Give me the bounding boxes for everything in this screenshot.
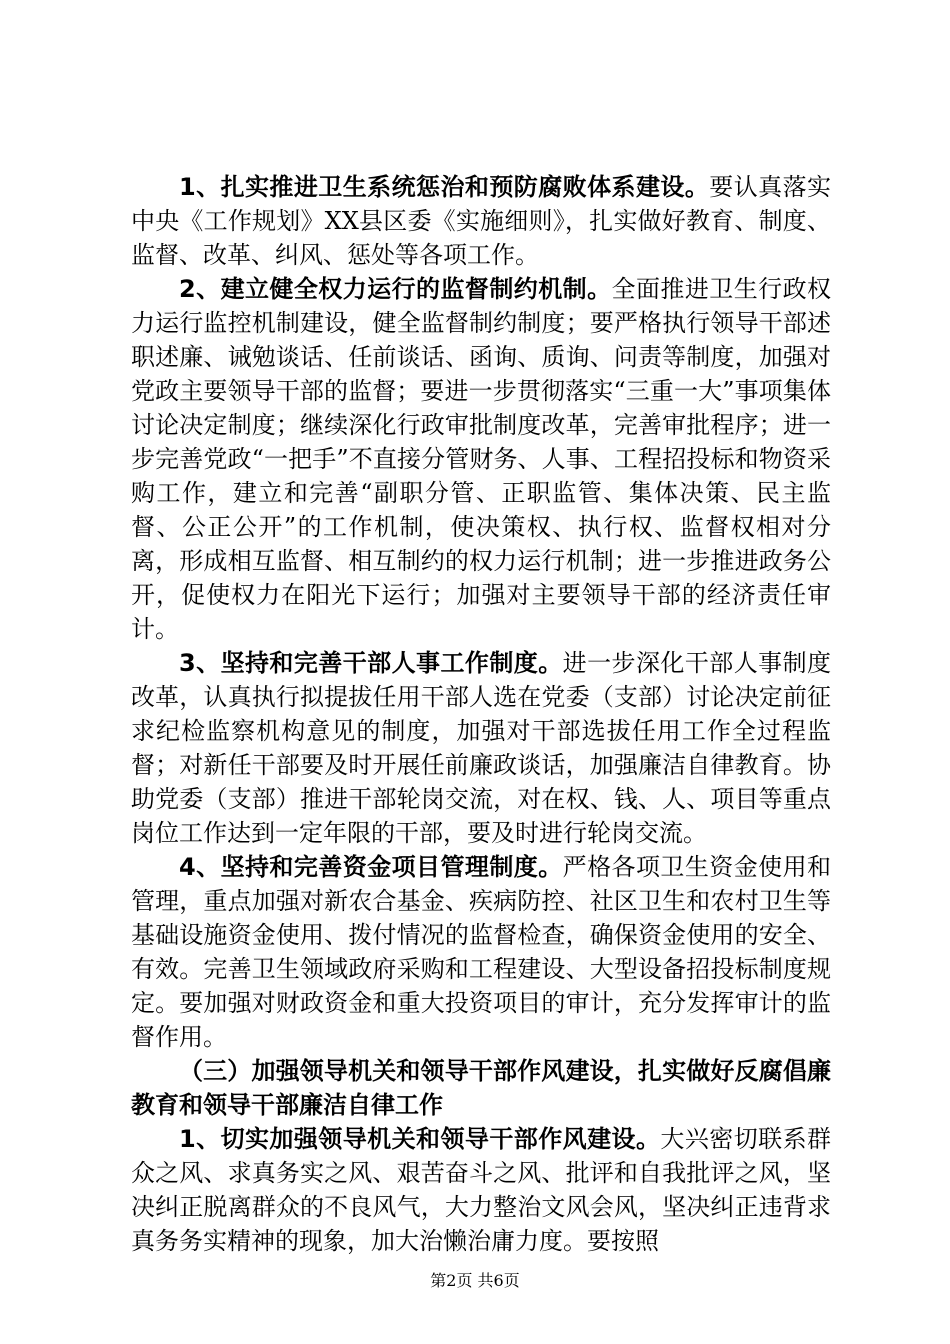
page-footer: 第2页 共6页: [430, 1271, 520, 1290]
paragraph-1-body: 要认真落实中央《工作规划》XX县区委《实施细则》，扎实做好教育、制度、监督、改革、纠风、惩处等各项工作。: [131, 173, 832, 269]
paragraph-1: [131, 170, 831, 272]
document-body: [131, 170, 831, 1258]
paragraph-2: [131, 272, 831, 646]
paragraph-3: [131, 646, 831, 850]
paragraph-4-lead: 4、坚持和完善资金项目管理制度。: [179, 853, 563, 881]
paragraph-2-body: 全面推进卫生行政权力运行监控机制建设，健全监督制约制度；要严格执行领导干部述职述廉、诫勉谈话、任前谈话、函询、质询、问责等制度，加强对党政主要领导干部的监督；要进一步贯彻落实“三重一大”事项集体讨论决定制度；继续深化行政审批制度改革，完善审批程序；进一步完善党政“一把手”不直接分管财务、人事、工程招投标和物资采购工作，建立和完善“副职分管、正职监管、集体决策、民主监督、公正公开”的工作机制，使决策权、执行权、监督权相对分离，形成相互监督、相互制约的权力运行机制；进一步推进政务公开，促使权力在阳光下运行；加强对主要领导干部的经济责任审计。: [131, 275, 832, 643]
paragraph-4: [131, 850, 831, 1054]
paragraph-5-body: 大兴密切联系群众之风、求真务实之风、艰苦奋斗之风、批评和自我批评之风，坚决纠正脱离群众的不良风气，大力整治文风会风，坚决纠正违背求真务务实精神的现象，加大治懒治庸力度。要按照: [131, 1125, 831, 1255]
paragraph-5: [131, 1122, 831, 1258]
paragraph-2-lead: 2、建立健全权力运行的监督制约机制。: [179, 275, 612, 303]
paragraph-1-lead: 1、扎实推进卫生系统惩治和预防腐败体系建设。: [179, 173, 710, 201]
paragraph-5-lead: 1、切实加强领导机关和领导干部作风建设。: [179, 1125, 661, 1153]
section-heading: （三）加强领导机关和领导干部作风建设，扎实做好反腐倡廉教育和领导干部廉洁自律工作: [131, 1057, 831, 1119]
paragraph-3-lead: 3、坚持和完善干部人事工作制度。: [179, 649, 563, 677]
paragraph-3-body: 进一步深化干部人事制度改革，认真执行拟提拔任用干部人选在党委（支部）讨论决定前征求纪检监察机构意见的制度，加强对干部选拔任用工作全过程监督；对新任干部要及时开展任前廉政谈话，加强廉洁自律教育。协助党委（支部）推进干部轮岗交流，对在权、钱、人、项目等重点岗位工作达到一定年限的干部，要及时进行轮岗交流。: [131, 649, 832, 847]
paragraph-4-body: 严格各项卫生资金使用和管理，重点加强对新农合基金、疾病防控、社区卫生和农村卫生等基础设施资金使用、拨付情况的监督检查，确保资金使用的安全、有效。完善卫生领域政府采购和工程建设、大型设备招投标制度规定。要加强对财政资金和重大投资项目的审计，充分发挥审计的监督作用。: [131, 853, 832, 1051]
